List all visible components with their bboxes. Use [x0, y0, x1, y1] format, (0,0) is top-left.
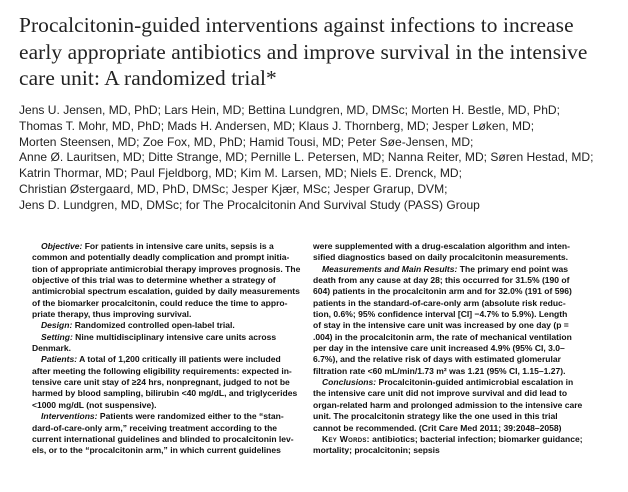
abstract-text: antibiotics; bacterial infection; biomarker guidance; — [369, 433, 583, 444]
abstract-text: after meeting the following eligibility requirements: expected in- — [32, 365, 292, 376]
abstract-text: Patients were randomized either to the “stan- — [97, 411, 284, 422]
abstract-line — [313, 332, 609, 343]
abstract-text: current international guidelines and blinded to procalcitonin lev- — [32, 433, 294, 444]
abstract-text: Denmark. — [32, 343, 71, 354]
abstract-line — [313, 252, 609, 263]
abstract-line — [313, 388, 609, 399]
article-title — [19, 12, 619, 92]
abstract-line — [313, 286, 609, 297]
abstract-line — [32, 286, 302, 297]
abstract-text: tensive care unit stay of ≥24 hrs, nonpregnant, judged to not be — [32, 377, 290, 388]
abstract-text: antimicrobial spectrum escalation, guided by daily measurements — [32, 286, 300, 297]
abstract-text: objective of this trial was to determine whether a strategy of — [32, 275, 276, 286]
abstract-line — [32, 252, 302, 263]
title-line: Procalcitonin-guided interventions against infections to increase — [19, 13, 574, 37]
abstract-line — [313, 377, 609, 388]
abstract-line — [313, 400, 609, 411]
author-line: Katrin Thormar, MD; Paul Fjeldborg, MD; Kim M. Larsen, MD; Niels E. Drenck, MD; — [19, 166, 462, 181]
abstract-section-label: Measurements and Main Results: — [322, 263, 458, 274]
abstract-text: Nine multidisciplinary intensive care units across — [72, 331, 277, 342]
abstract-line — [313, 366, 609, 377]
abstract-text: death from any cause at day 28; this occurred for 31.5% (190 of — [313, 275, 570, 286]
abstract-line — [32, 377, 302, 388]
abstract-line — [32, 400, 302, 411]
abstract-line — [313, 264, 609, 275]
abstract-section-label: Conclusions: — [322, 377, 377, 388]
abstract-text: organ-related harm and prolonged admission to the intensive care — [313, 399, 583, 410]
abstract-text: Procalcitonin-guided antimicrobial escalation in — [376, 377, 574, 388]
abstract-text: tion of appropriate antimicrobial therapy improves prognosis. The — [32, 263, 301, 274]
abstract-line — [32, 445, 302, 456]
abstract-line — [32, 434, 302, 445]
abstract-section-label: Setting: — [41, 331, 73, 342]
abstract-text: priate therapy, thus improving survival. — [32, 309, 192, 320]
abstract-text: of the biomarker procalcitonin, could reduce the time to appro- — [32, 297, 288, 308]
abstract-line — [32, 320, 302, 331]
abstract-line — [313, 411, 609, 422]
abstract-text: For patients in intensive care units, sepsis is a — [82, 241, 274, 251]
abstract-text: harmed by blood sampling, bilirubin <40 mg/dL, and triglycerides — [32, 388, 298, 399]
abstract-line — [313, 298, 609, 309]
abstract-line — [32, 298, 302, 309]
abstract-text: unit. The procalcitonin strategy like the one used in this trial — [313, 411, 558, 422]
abstract-text: 6.7%), and the relative risk of days with estimated glomerular — [313, 354, 561, 365]
abstract-text: per day in the intensive care unit increased 4.9% (95% CI, 3.0– — [313, 343, 565, 354]
author-line: Jens U. Jensen, MD, PhD; Lars Hein, MD; Bettina Lundgren, MD, DMSc; Morten H. Bestle, MD, PhD; — [19, 103, 560, 117]
abstract-line — [313, 423, 609, 434]
abstract-line — [32, 343, 302, 354]
abstract-line — [32, 366, 302, 377]
abstract-line — [32, 264, 302, 275]
abstract-section-label: Patients: — [41, 354, 78, 365]
abstract-text: filtration rate <60 mL/min/1.73 m² was 1.21 (95% CI, 1.15–1.27). — [313, 365, 566, 376]
abstract-line — [313, 354, 609, 365]
abstract-right-column — [313, 241, 609, 457]
abstract-line — [32, 275, 302, 286]
abstract-line — [313, 241, 609, 252]
abstract-left-column — [32, 241, 302, 457]
abstract-line — [313, 309, 609, 320]
author-line: Morten Steensen, MD; Zoe Fox, MD, PhD; Hamid Tousi, MD; Peter Søe-Jensen, MD; — [19, 134, 474, 149]
abstract-line — [32, 354, 302, 365]
abstract-text: The primary end point was — [457, 263, 569, 274]
abstract-text: sified diagnostics based on daily procalcitonin measurements. — [313, 252, 569, 263]
abstract-text: common and potentially deadly complication and prompt initia- — [32, 252, 290, 263]
abstract-line — [313, 445, 609, 456]
abstract-text: 604) patients in the procalcitonin arm and for 32.0% (191 of 596) — [313, 286, 572, 297]
author-line: Anne Ø. Lauritsen, MD; Ditte Strange, MD; Pernille L. Petersen, MD; Nanna Reiter, MD; Søren Hestad, MD; — [19, 150, 594, 165]
abstract-line — [32, 423, 302, 434]
abstract-text: cannot be recommended. (Crit Care Med 2011; 39:2048–2058) — [313, 422, 562, 433]
abstract-line — [313, 343, 609, 354]
author-list — [19, 103, 619, 214]
abstract-text: els, or to the “procalcitonin arm,” in which current guidelines — [32, 445, 281, 456]
abstract-text: of stay in the intensive care unit was increased by one day (p = — [313, 320, 569, 331]
abstract-line — [313, 275, 609, 286]
abstract-text: the intensive care unit did not improve survival and did lead to — [313, 388, 568, 399]
abstract-section-label: Objective: — [41, 241, 83, 251]
abstract-text: Randomized controlled open-label trial. — [72, 320, 235, 331]
abstract-section-label: Interventions: — [41, 411, 98, 422]
abstract-text: dard-of-care-only arm,” receiving treatment according to the — [32, 422, 278, 433]
abstract-line — [32, 332, 302, 343]
abstract-text: A total of 1,200 critically ill patients were included — [77, 354, 281, 365]
abstract-section-label: Design: — [41, 320, 73, 331]
abstract-line — [32, 309, 302, 320]
abstract-text: <1000 mg/dL (not suspensive). — [32, 399, 157, 410]
abstract-text: mortality; procalcitonin; sepsis — [313, 445, 440, 456]
author-line: Jens D. Lundgren, MD, DMSc; for The Procalcitonin And Survival Study (PASS) Group — [19, 197, 480, 212]
abstract-text: were supplemented with a drug-escalation algorithm and inten- — [313, 241, 570, 251]
keywords-label: Key Words: — [322, 433, 370, 444]
abstract-line — [32, 411, 302, 422]
author-line: Christian Østergaard, MD, PhD, DMSc; Jesper Kjær, MSc; Jesper Grarup, DVM; — [19, 181, 448, 196]
author-line: Thomas T. Mohr, MD, PhD; Mads H. Andersen, MD; Klaus J. Thornberg, MD; Jesper Løken, MD; — [19, 118, 535, 133]
title-line: care unit: A randomized trial* — [19, 66, 277, 90]
abstract-line — [32, 241, 302, 252]
abstract-line — [32, 388, 302, 399]
abstract-text: .004) in the procalcitonin arm, the rate of mechanical ventilation — [313, 331, 572, 342]
abstract-text: tion, 0.6%; 95% confidence interval [CI] −4.7% to 5.9%). Length — [313, 309, 568, 320]
abstract-text: patients in the standard-of-care-only arm (absolute risk reduc- — [313, 297, 566, 308]
abstract-line — [313, 320, 609, 331]
title-line: early appropriate antibiotics and improve survival in the intensive — [19, 39, 588, 64]
abstract-line — [313, 434, 609, 445]
